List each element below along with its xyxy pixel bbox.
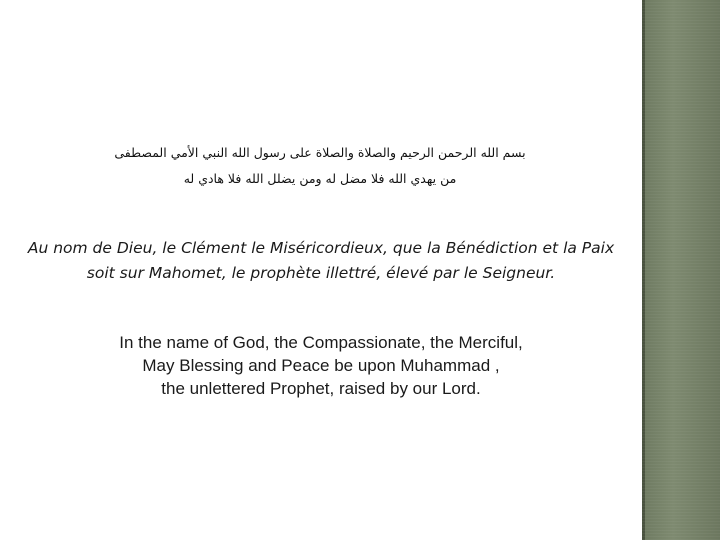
- english-line-1: In the name of God, the Compassionate, the Merciful,: [119, 333, 523, 352]
- french-line-1: Au nom de Dieu, le Clément le Miséricordieux, que la Bénédiction et la Paix: [27, 239, 615, 257]
- french-line-2: soit sur Mahomet, le prophète illettré, élevé par le Seigneur.: [86, 264, 556, 282]
- english-line-3: the unlettered Prophet, raised by our Lord.: [161, 379, 481, 398]
- french-text-block: [0, 236, 642, 286]
- arabic-text-block: [50, 140, 590, 192]
- arabic-line-2: من يهدي الله فلا مضل له ومن يضلل الله فلا هادي له: [183, 171, 457, 186]
- decorative-side-panel: [642, 0, 720, 540]
- arabic-line-1: بسم الله الرحمن الرحيم والصلاة والصلاة على رسول الله النبي الأمي المصطفى: [114, 145, 526, 160]
- english-text-block: [0, 331, 642, 400]
- english-line-2: May Blessing and Peace be upon Muhammad ,: [142, 356, 500, 375]
